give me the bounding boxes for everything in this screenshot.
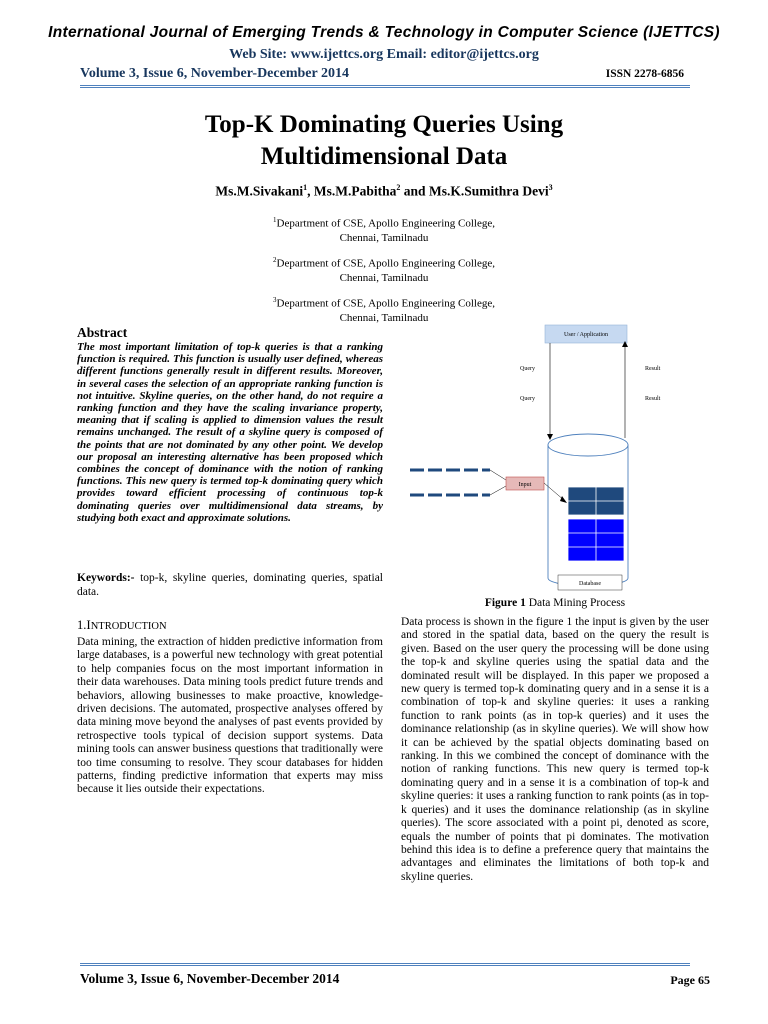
figure-caption-label: Figure 1 bbox=[484, 597, 526, 609]
abstract-text: The most important limitation of top-k queries is that a ranking function is required. This function is usually user defined, whereas different functions generally result in different results. Moreover, in several cases the selection of an appropriate ranking function is not intuitive. Skyline queries, on the other hand, do not require a ranking function and they have the scaling invariance property, meaning that if scaling is applied to dimension values the result remains unchanged. The result of a skyline query is composed of the points that are not dominated by any other point. We develop our proposal an interesting alternative has been proposed which combines the concept of dominance with the notion of ranking functions. This new query is termed top-k dominating query which provides toward efficient processing of continuous top-k dominating queries over multidimensional data streams, by studying both exact and approximate solutions. bbox=[77, 341, 383, 524]
keywords bbox=[77, 572, 383, 599]
author-sep-2: and bbox=[400, 183, 429, 199]
database-cylinder-top bbox=[548, 434, 628, 456]
abstract-heading: Abstract bbox=[77, 325, 128, 340]
result-label-2: Result bbox=[645, 396, 661, 402]
footer-page-number: Page 65 bbox=[670, 973, 710, 987]
journal-name: International Journal of Emerging Trends & Technology in Computer Science (IJETTCS) bbox=[48, 24, 720, 41]
keywords-list: top-k, skyline queries, dominating queries, spatial data. bbox=[77, 572, 383, 598]
author-1-sup: 1 bbox=[303, 183, 308, 192]
author-2-sup: 2 bbox=[396, 183, 401, 192]
affiliation-3-dept: Department of CSE, Apollo Engineering College, bbox=[276, 297, 495, 310]
author-3-sup: 3 bbox=[548, 183, 553, 192]
journal-website: Web Site: www.ijettcs.org Email: editor@ijettcs.org bbox=[229, 47, 539, 62]
intro-heading-rest: NTRODUCTION bbox=[90, 621, 167, 632]
user-application-label: User / Application bbox=[564, 332, 608, 338]
footer-volume: Volume 3, Issue 6, November-December 2014 bbox=[80, 971, 340, 986]
result-label-1: Result bbox=[645, 366, 661, 372]
intro-text: Data mining, the extraction of hidden predictive information from large databases, is a powerful new technology with great potential to help companies focus on the most important information in their data warehouses. Data mining tools predict future trends and behaviors, allowing businesses to make proactive, knowledge-driven decisions. The automated, prospective analyses offered by data mining move beyond the analyses of past events provided by retrospective tools typical of decision support systems. Data mining tools can answer business questions that traditionally were too time consuming to resolve. They scour databases for hidden patterns, finding predictive information that experts may miss because it lies outside their expectations. bbox=[77, 636, 383, 796]
title-line-2: Multidimensional Data bbox=[260, 143, 508, 170]
input-arrow-2 bbox=[490, 486, 506, 495]
affiliation-1-line-1 bbox=[0, 213, 768, 231]
query-label-2: Query bbox=[520, 396, 535, 402]
affiliation-3-line-1 bbox=[0, 293, 768, 311]
author-2: Ms.M.Pabitha bbox=[313, 183, 397, 199]
keywords-label: Keywords:- bbox=[77, 572, 135, 584]
query-label-1: Query bbox=[520, 366, 535, 372]
affiliation-3-sup: 3 bbox=[273, 296, 277, 304]
affiliation-1-dept: Department of CSE, Apollo Engineering College, bbox=[276, 217, 495, 230]
affiliation-2-dept: Department of CSE, Apollo Engineering College, bbox=[276, 257, 495, 270]
intro-heading-num: 1. bbox=[77, 618, 87, 632]
header-issn: ISSN 2278-6856 bbox=[605, 68, 684, 80]
affiliation-2-sup: 2 bbox=[273, 256, 277, 264]
affiliation-2-line-2: Chennai, Tamilnadu bbox=[339, 271, 429, 284]
affiliation-1-sup: 1 bbox=[273, 216, 277, 224]
database-cylinder-body bbox=[548, 445, 628, 586]
figure-caption bbox=[401, 597, 709, 609]
header-divider bbox=[80, 85, 690, 88]
input-arrow-1 bbox=[490, 470, 506, 480]
database-label: Database bbox=[579, 581, 601, 587]
title-line-1: Top-K Dominating Queries Using bbox=[204, 111, 564, 138]
author-3: Ms.K.Sumithra Devi bbox=[428, 183, 549, 199]
affiliation-2-line-1 bbox=[0, 253, 768, 271]
figure-data-mining-process bbox=[400, 320, 710, 595]
query-arrowhead bbox=[547, 434, 553, 440]
paper-title bbox=[0, 109, 768, 173]
footer-divider bbox=[80, 963, 690, 966]
intro-heading-cap: I bbox=[86, 617, 91, 632]
input-label: Input bbox=[518, 482, 532, 488]
figure-caption-text: Data Mining Process bbox=[525, 597, 626, 609]
header-volume: Volume 3, Issue 6, November-December 2014 bbox=[80, 66, 349, 81]
affiliation-1 bbox=[0, 213, 768, 245]
author-list bbox=[0, 183, 768, 200]
author-sep-1: , bbox=[307, 183, 314, 199]
intro-heading bbox=[77, 617, 167, 633]
affiliation-3-line-2: Chennai, Tamilnadu bbox=[339, 311, 429, 324]
affiliation-2 bbox=[0, 253, 768, 285]
author-1: Ms.M.Sivakani bbox=[215, 183, 304, 199]
affiliation-1-line-2: Chennai, Tamilnadu bbox=[339, 231, 429, 244]
right-column-text: Data process is shown in the figure 1 the input is given by the user and stored in the spatial data, based on the query the result is given. Based on the user query the processing will be done using the top-k and skyline queries using the spatial data and the dominated result will be displayed. In this paper we proposed a new query is termed top-k dominating query and in a sense it is a combination of top-k and skyline queries: it uses a ranking function to rank points (as in top-k queries) and it uses the dominance relationship (as in skyline queries). We will show how it can be achieved by the spatial objects dominating based on ranking. In this we combined the concept of dominance with the notion of ranking functions. This new query is termed top-k dominating query and in a sense it is a combination of top-k and skyline queries: it uses a ranking function to rank points (as in top-k queries) and it uses the dominance relationship (as in skyline queries). The score associated with a point pi, denoted as score, equals the number of points that pi dominates. The motivation behind this idea is to define a preference query that maintains the advantages and eliminates the limitations of both top-k and skyline queries. bbox=[401, 616, 709, 883]
